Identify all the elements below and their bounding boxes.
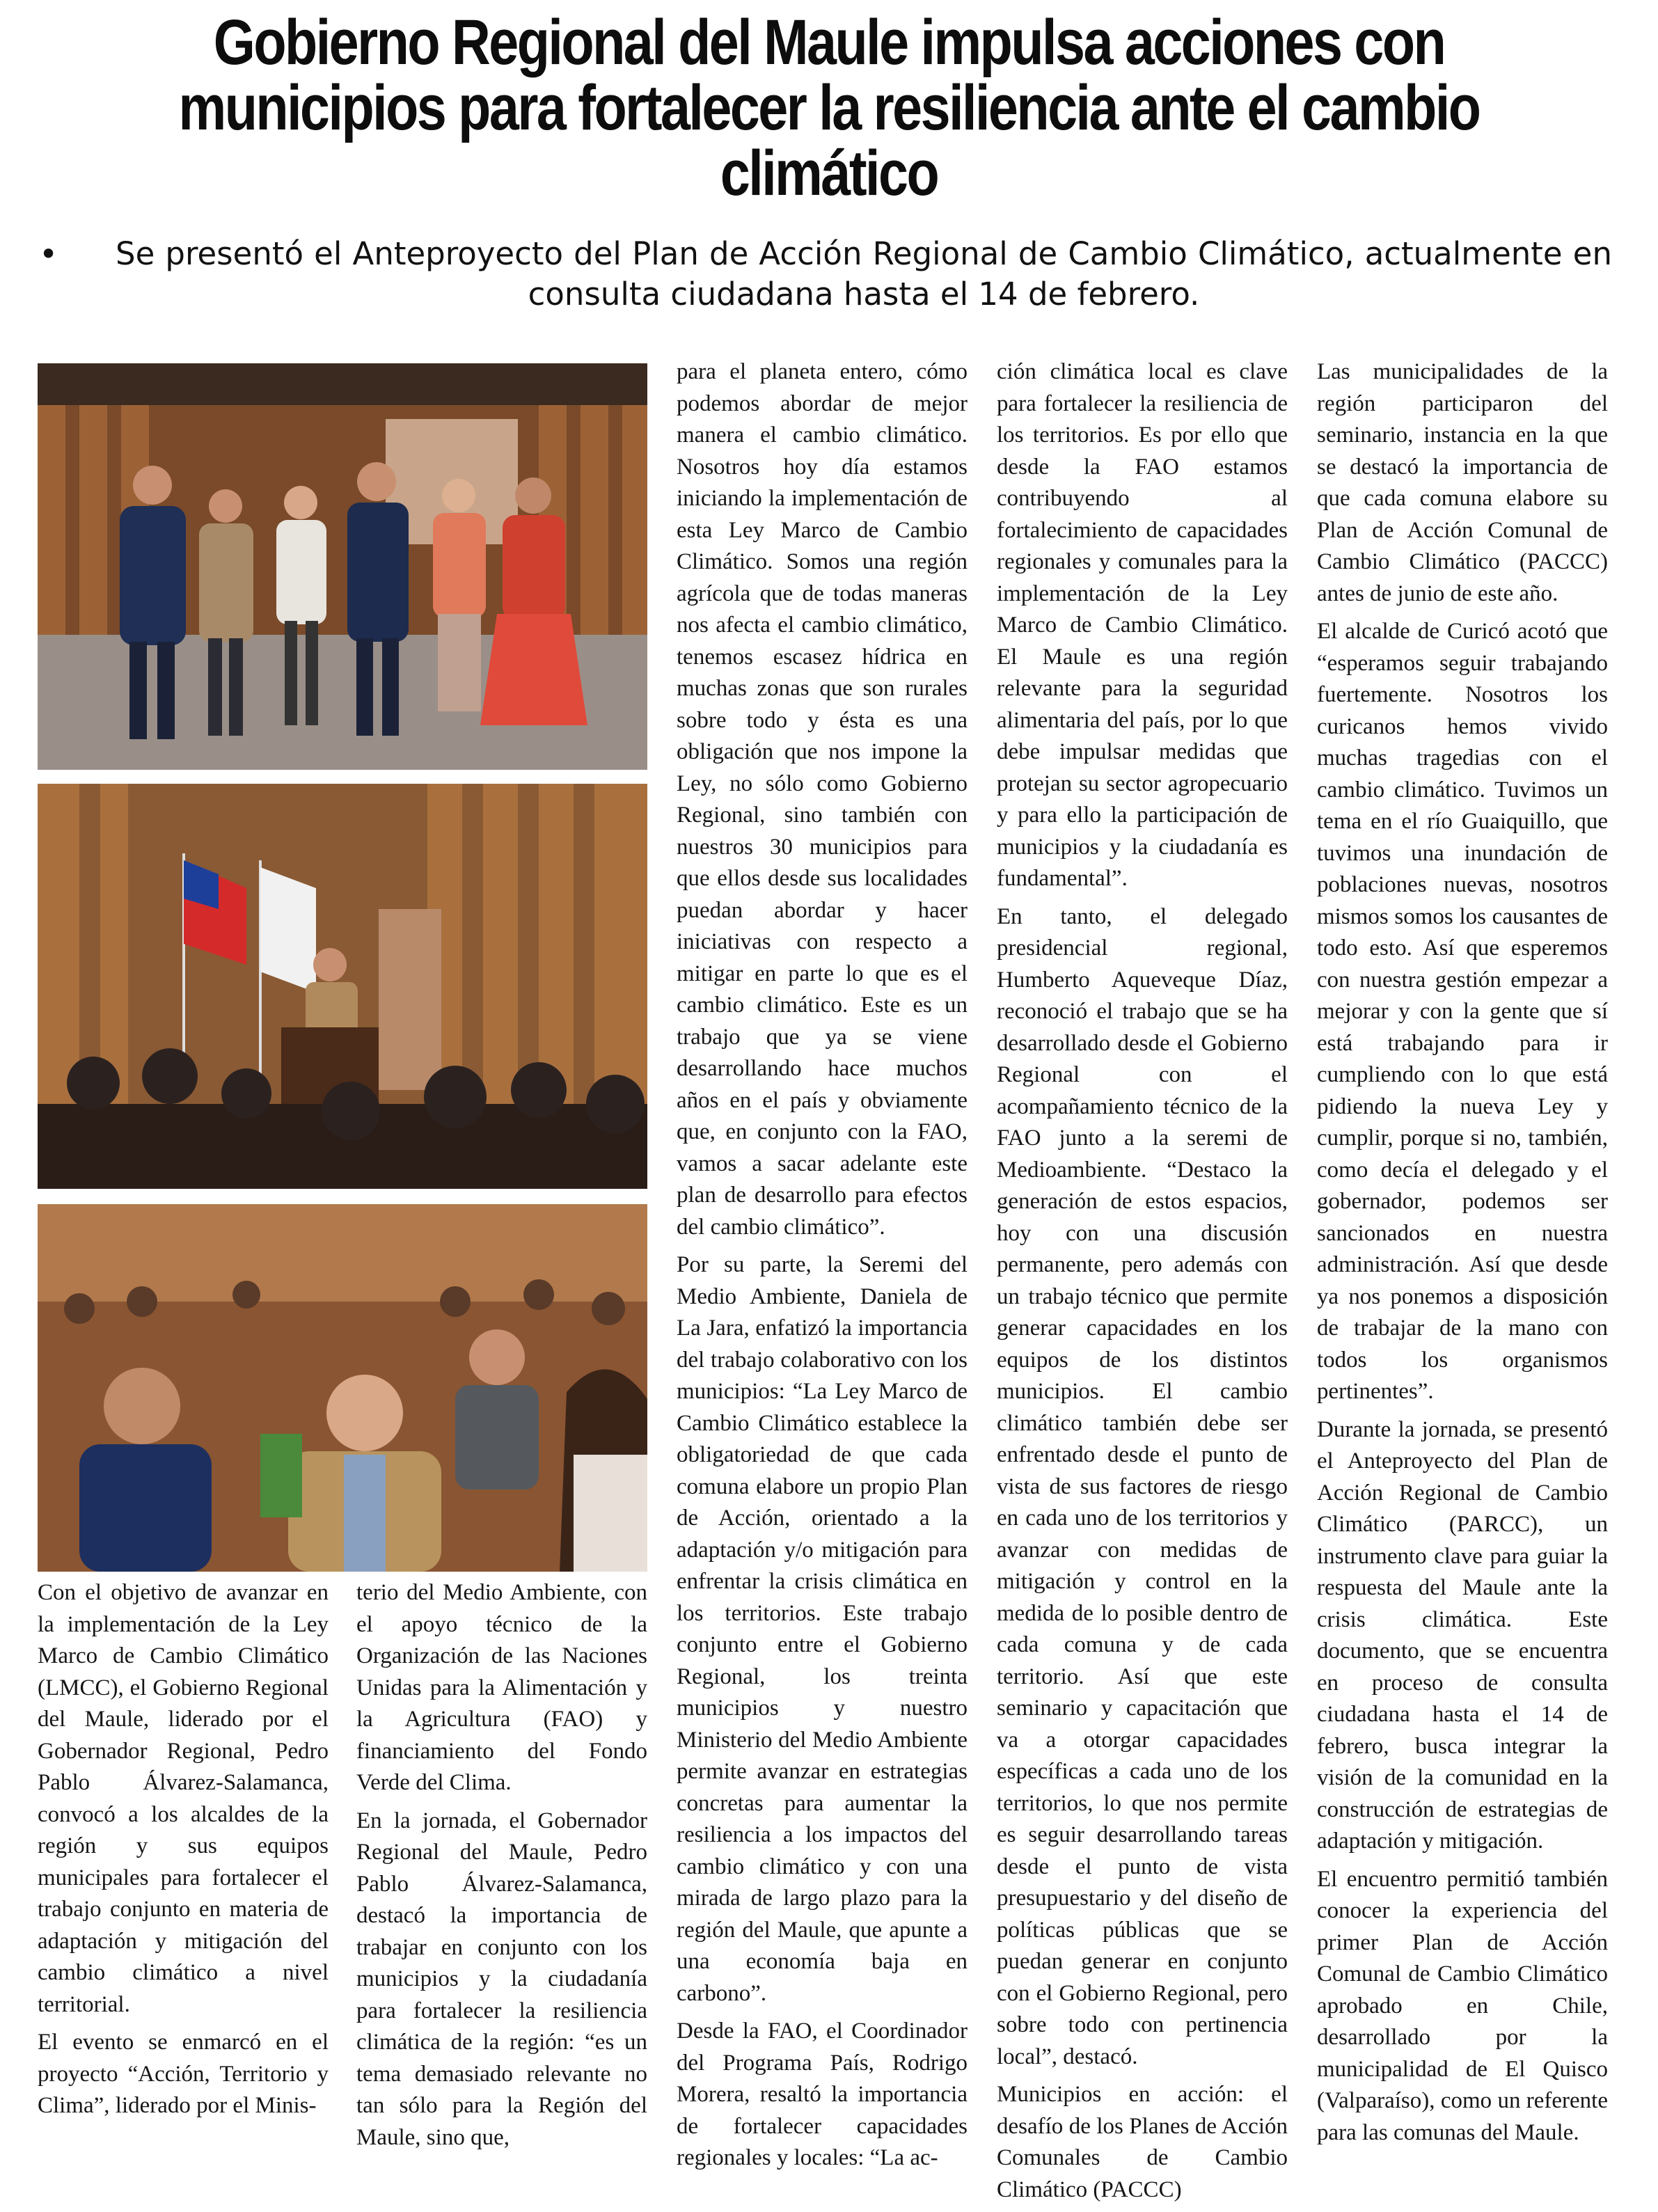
subheadline [39,234,1612,315]
article-paragraph: Con el objetivo de avanzar en la implementación de la Ley Marco de Cambio Climático (LMCC), el Gobierno Regional del Maule, liderado por el Gobernador Regional, Pedro Pablo Álvarez-Salamanca, convocó a los alcaldes de la región y sus equipos municipales para fortalecer el trabajo conjunto en materia de adaptación y mitigación del cambio climático a nivel territorial. [38,1580,329,2017]
article-paragraph: El encuentro permitió también conocer la experiencia del primer Plan de Acción Comunal de Cambio Climático aprobado en Chile, desarrollado por la municipalidad de El Quisco (Valparaíso), como un referente para las comunas del Maule. [1317,1866,1608,2145]
article-column-5 [1317,356,1608,2155]
bullet-icon: • [39,235,58,273]
article-paragraph: En la jornada, el Gobernador Regional del Maule, Pedro Pablo Álvarez-Salamanca, destacó la importancia de trabajar en conjunto con los municipios y la ciudadanía para fortalecer la resiliencia climática de la región: “es un tema demasiado relevante no tan sólo para la Región del Maule, sino que, [356,1808,647,2150]
group-photo-officials [38,363,647,770]
article-paragraph: ción climática local es clave para fortalecer la resiliencia de los territorios. Es por ello que desde la FAO estamos contribuyendo al fortalecimiento de capacidades regionales y comunales para la implementación de la Ley Marco de Cambio Climático. El Maule es una región relevante para la seguridad alimentaria del país, por lo que debe impulsar medidas que protejan su sector agropecuario y para ello la participación de municipios y la ciudadanía es fundamental”. [997,359,1288,891]
article-paragraph: El evento se enmarcó en el proyecto “Acción, Territorio y Clima”, liderado por el Minis- [38,2030,329,2118]
article-paragraph: Municipios en acción: el desafío de los Planes de Acción Comunales de Cambio Climático (PACCC) [997,2082,1288,2202]
article-paragraph: Desde la FAO, el Coordinador del Programa País, Rodrigo Morera, resaltó la importancia de fortalecer capacidades regionales y locales: “La ac- [677,2019,968,2170]
article-column-1 [38,1577,329,2128]
article-column-3 [677,356,968,2181]
article-paragraph: En tanto, el delegado presidencial regional, Humberto Aqueveque Díaz, reconoció el trabajo que se ha desarrollado desde el Gobierno Regional con el acompañamiento técnico de la FAO junto a la seremi de Medioambiente. “Destaco la generación de estos espacios, hoy con una discusión permanente, pero además con un trabajo técnico que permite generar capacidades en los equipos de los distintos municipios. El cambio climático también debe ser enfrentado desde el punto de vista de sus factores de riesgo en cada uno de los territorios y avanzar con medidas de mitigación y control en la medida de lo posible dentro de cada comuna y de cada territorio. Así que este seminario y capacitación que va a otorgar capacidades específicas a cada uno de los territorios, lo que nos permite es seguir desarrollando tareas desde el punto de vista presupuestario y del diseño de políticas públicas que se puedan generar en conjunto con el Gobierno Regional, pero sobre todo con pertinencia local”, destacó. [997,903,1288,2069]
article-paragraph: terio del Medio Ambiente, con el apoyo técnico de la Organización de las Naciones Unidas para la Alimentación y la Agricultura (FAO) y financiamiento del Fondo Verde del Clima. [356,1580,647,1795]
seated-audience-photo [38,1204,647,1572]
article-paragraph: para el planeta entero, cómo podemos abordar de mejor manera el cambio climático. Nosotros hoy día estamos iniciando la implementación de esta Ley Marco de Cambio Climático. Somos una región agrícola que de todas maneras nos afecta el cambio climático, tenemos escasez hídrica en muchas zonas que son rurales sobre todo y ésta es una obligación que nos impone la Ley, no sólo como Gobierno Regional, sino también con nuestros 30 municipios para que ellos desde sus localidades puedan abordar y hacer iniciativas con respecto a mitigar en parte lo que es el cambio climático. Este es un trabajo que ya se viene desarrollando hace muchos años en el país y obviamente que, en conjunto con la FAO, vamos a sacar adelante este plan de desarrollo para efectos del cambio climático”. [677,359,968,1240]
subheadline-text: Se presentó el Anteproyecto del Plan de Acción Regional de Cambio Climático, actualmente en consulta ciudadana hasta el 14 de febrero. [116,235,1612,313]
speaker-at-podium-photo [38,784,647,1189]
article-column-4 [997,356,1288,2212]
article-paragraph: Por su parte, la Seremi del Medio Ambiente, Daniela de La Jara, enfatizó la importancia del trabajo colaborativo con los municipios: “La Ley Marco de Cambio Climático establece la obligatoriedad de que cada comuna elabore un propio Plan de Acción, orientado a la adaptación y/o mitigación para enfrentar la crisis climática en los territorios. Este trabajo conjunto entre el Gobierno Regional, los treinta municipios y nuestro Ministerio del Medio Ambiente permite avanzar en estrategias concretas para aumentar la resiliencia a los impactos del cambio climático y con una mirada de largo plazo para la región del Maule, que apunte a una economía baja en carbono”. [677,1252,968,2006]
article-paragraph: El alcalde de Curicó acotó que “esperamos seguir trabajando fuertemente. Nosotros los curicanos hemos vivido muchas tragedias con el cambio climático. Tuvimos un tema en el río Guaiquillo, que tuvimos una inundación de poblaciones nuevas, nosotros mismos somos los causantes de todo esto. Así que esperemos con nuestra gestión empezar a mejorar y con la gente que sí está trabajando para ir cumpliendo con lo que está pidiendo la nueva Ley y cumplir, porque si no, también, como decía el delegado y el gobernador, podemos ser sancionados en nuestra administración. Así que desde ya nos ponemos a disposición de trabajar de la mano con todos los organismos pertinentes”. [1317,619,1608,1404]
article-paragraph: Durante la jornada, se presentó el Anteproyecto del Plan de Acción Regional de Cambio Climático (PARCC), un instrumento clave para guiar la respuesta del Maule ante la crisis climática. Este documento, que se encuentra en proceso de consulta ciudadana hasta el 14 de febrero, busca integrar la visión de la comunidad en la construcción de estrategias de adaptación y mitigación. [1317,1416,1608,1854]
headline: Gobierno Regional del Maule impulsa acciones con municipios para fortalecer la resiliencia ante el cambio climático [178,7,1480,209]
article-paragraph: Las municipalidades de la región participaron del seminario, instancia en la que se destacó la importancia de que cada comuna elabore su Plan de Acción Comunal de Cambio Climático (PACCC) antes de junio de este año. [1317,359,1608,606]
article-column-2 [356,1577,647,2160]
